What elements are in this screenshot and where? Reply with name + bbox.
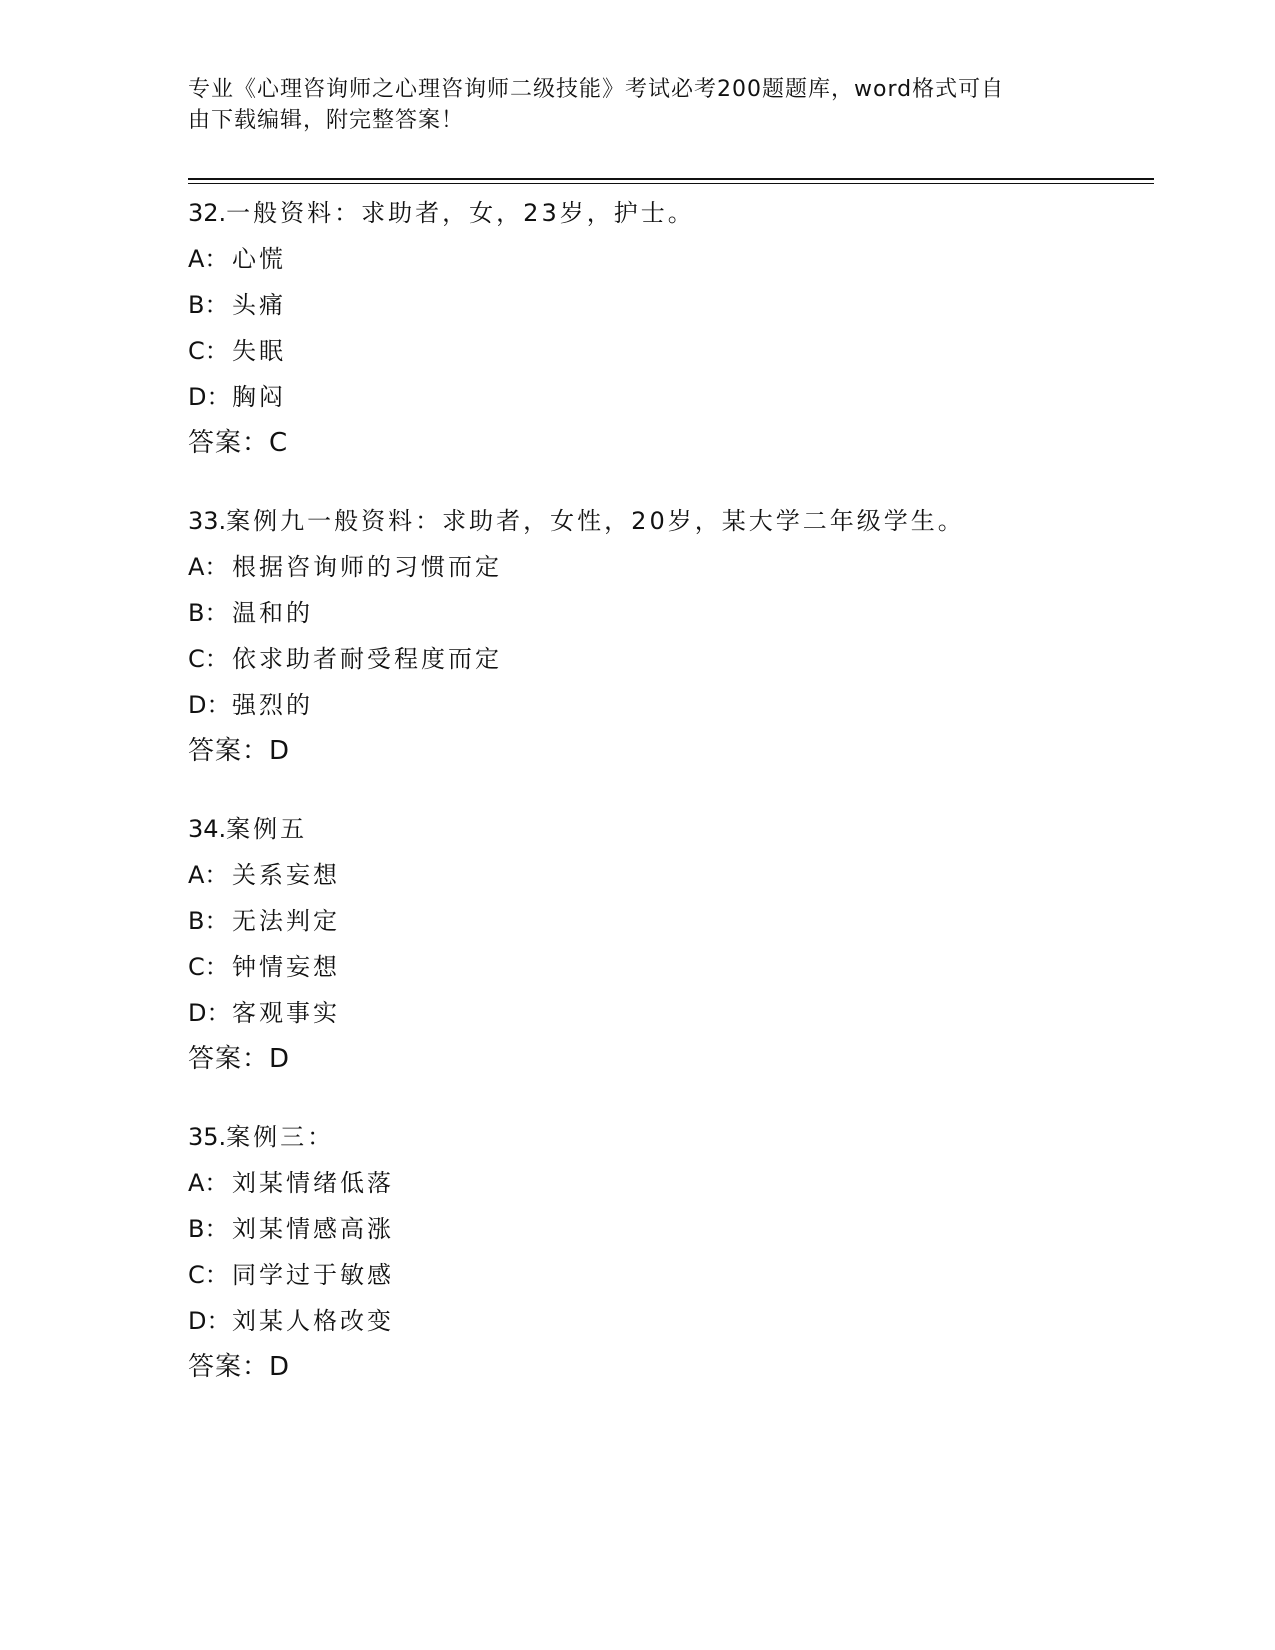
option-letter: C： <box>188 953 229 981</box>
question-stem <box>188 806 1148 852</box>
option-text: 头痛 <box>232 291 286 319</box>
option-a <box>188 236 1148 282</box>
option-text: 同学过于敏感 <box>232 1261 394 1289</box>
question-34 <box>188 806 1148 1082</box>
option-d <box>188 374 1148 420</box>
option-text: 根据咨询师的习惯而定 <box>232 553 502 581</box>
option-b <box>188 590 1148 636</box>
question-stem <box>188 190 1148 236</box>
option-letter: A： <box>188 245 229 273</box>
question-stem <box>188 1114 1148 1160</box>
option-c <box>188 636 1148 682</box>
option-c <box>188 328 1148 374</box>
option-a <box>188 544 1148 590</box>
option-letter: B： <box>188 599 229 627</box>
option-text: 刘某人格改变 <box>232 1307 394 1335</box>
option-a <box>188 852 1148 898</box>
option-letter: A： <box>188 1169 229 1197</box>
question-number: 35. <box>188 1123 227 1151</box>
option-letter: C： <box>188 645 229 673</box>
option-letter: D： <box>188 691 231 719</box>
option-letter: A： <box>188 553 229 581</box>
option-letter: C： <box>188 337 229 365</box>
option-text: 温和的 <box>232 599 313 627</box>
option-text: 刘某情感高涨 <box>232 1215 394 1243</box>
header-divider-thick <box>188 178 1154 180</box>
option-letter: A： <box>188 861 229 889</box>
question-stem-text: 案例五 <box>226 815 308 843</box>
question-stem <box>188 498 1148 544</box>
option-d <box>188 990 1148 1036</box>
header-line-1: 专业《心理咨询师之心理咨询师二级技能》考试必考200题题库，word格式可自 <box>188 77 1005 102</box>
question-33 <box>188 498 1148 774</box>
answer-line: 答案：C <box>188 428 289 458</box>
question-stem-text: 案例九一般资料：求助者，女性，20岁，某大学二年级学生。 <box>226 507 965 535</box>
answer-line: 答案：D <box>188 1044 291 1074</box>
question-32 <box>188 190 1148 466</box>
option-text: 客观事实 <box>232 999 340 1027</box>
option-letter: D： <box>188 999 231 1027</box>
option-letter: B： <box>188 1215 229 1243</box>
question-list <box>188 190 1148 1422</box>
option-b <box>188 1206 1148 1252</box>
question-stem-text: 一般资料：求助者，女，23岁，护士。 <box>226 199 695 227</box>
option-a <box>188 1160 1148 1206</box>
option-text: 胸闷 <box>232 383 286 411</box>
header-line-2: 由下载编辑，附完整答案！ <box>188 108 465 133</box>
answer-line: 答案：D <box>188 736 291 766</box>
option-text: 失眠 <box>232 337 286 365</box>
option-d <box>188 682 1148 728</box>
option-c <box>188 944 1148 990</box>
option-text: 刘某情绪低落 <box>232 1169 394 1197</box>
question-35 <box>188 1114 1148 1390</box>
option-letter: C： <box>188 1261 229 1289</box>
option-d <box>188 1298 1148 1344</box>
option-text: 依求助者耐受程度而定 <box>232 645 502 673</box>
question-number: 34. <box>188 815 227 843</box>
option-text: 关系妄想 <box>232 861 340 889</box>
option-b <box>188 898 1148 944</box>
option-c <box>188 1252 1148 1298</box>
option-letter: B： <box>188 291 229 319</box>
option-letter: D： <box>188 1307 231 1335</box>
header-divider-thin <box>188 183 1154 184</box>
option-letter: B： <box>188 907 229 935</box>
document-header <box>188 74 1088 136</box>
question-stem-text: 案例三： <box>226 1123 335 1151</box>
option-text: 无法判定 <box>232 907 340 935</box>
option-text: 钟情妄想 <box>232 953 340 981</box>
option-text: 强烈的 <box>232 691 313 719</box>
option-letter: D： <box>188 383 231 411</box>
option-b <box>188 282 1148 328</box>
answer-line: 答案：D <box>188 1352 291 1382</box>
question-number: 32. <box>188 199 227 227</box>
option-text: 心慌 <box>232 245 286 273</box>
question-number: 33. <box>188 507 227 535</box>
